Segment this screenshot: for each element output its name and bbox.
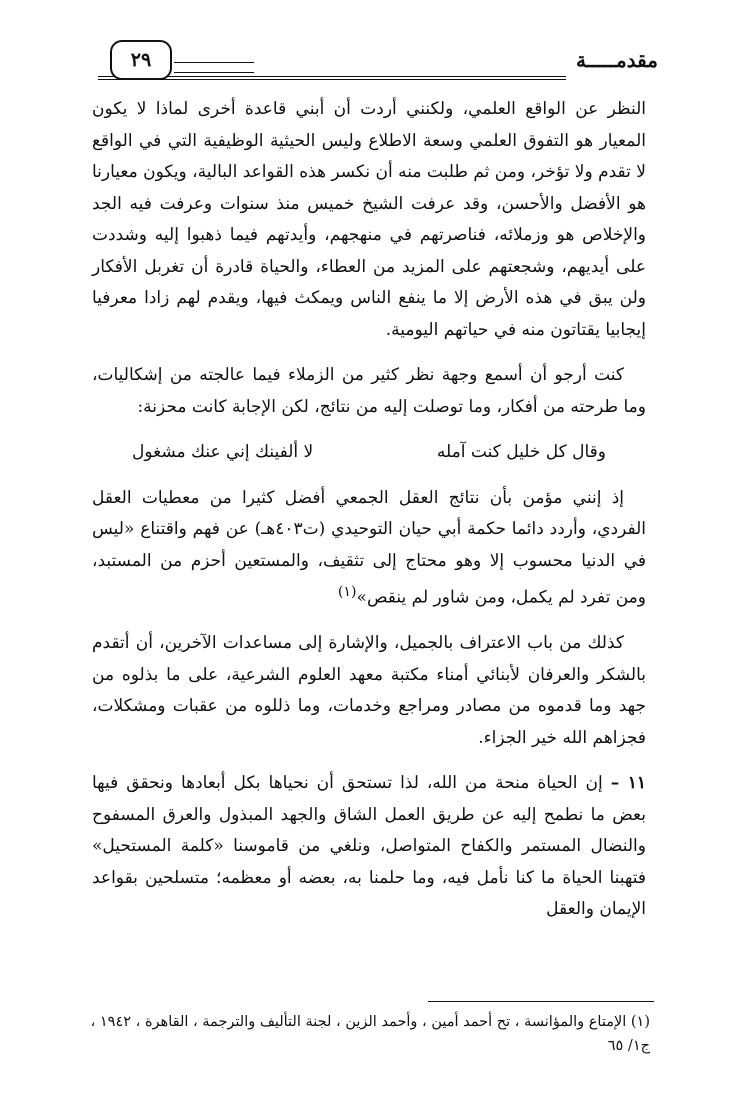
verse-second-hemistich: لا ألفينك إني عنك مشغول: [132, 442, 314, 462]
poetry-verse: [132, 437, 606, 469]
paragraph: كنت أرجو أن أسمع وجهة نظر كثير من الزملاء فيما عالجته من إشكاليات، وما طرحته من أفكار، وما توصلت إليه من نتائج، لكن الإجابة كانت محزنة:: [92, 365, 646, 417]
running-title: مقدمـــــة: [566, 40, 658, 80]
main-text: [92, 94, 646, 940]
verse-first-hemistich: وقال كل خليل كنت آمله: [436, 442, 606, 462]
header-decoration: [174, 62, 254, 73]
footnote: (١) الإمتاع والمؤانسة ، تح أحمد أمين ، وأحمد الزين ، لجنة التأليف والترجمة ، القاهرة ، ١٩٤٢ ، ج١/ ٦٥: [90, 1014, 650, 1054]
paragraph: كذلك من باب الاعتراف بالجميل، والإشارة إلى مساعدات الآخرين، أن أتقدم بالشكر والعرفان لأبنائي أمناء مكتبة معهد العلوم الشرعية، على ما بذلوه من جهد وما قدموه من مصادر ومراجع وخدمات، وما ذللوه من عقبات ومشكلات، فجزاهم الله خير الجزاء.: [92, 633, 646, 748]
page-header: [98, 40, 658, 84]
page-number: ٢٩: [110, 40, 172, 80]
item-text: إن الحياة منحة من الله، لذا تستحق أن نحياها بكل أبعادها ونحقق فيها بعض ما نطمح إليه عن طريق العمل الشاق والجهد المبذول والعرق المسفوح والنضال المستمر والكفاح المتواصل، ونلغي من قاموسنا «كلمة المستحيل» فتهبنا الحياة ما كنا نأمل فيه، وما حلمنا به، بعضه أو معظمه؛ متسلحين بقواعد الإيمان والعقل: [92, 773, 646, 920]
paragraph: [92, 483, 646, 615]
paragraph: النظر عن الواقع العلمي، ولكنني أردت أن أبني قاعدة أخرى لماذا لا يكون المعيار هو التفوق العلمي وسعة الاطلاع وليس الحيثية الوظيفية التي في الواقع لا تقدم ولا تؤخر، ومن ثم طلبت منه أن نكسر هذه القواعد البالية، ويكون معيارنا هو الأفضل والأحسن، وقد عرفت الشيخ خميس منذ سنوات وعرفت فيه الجد والإخلاص هو وزملائه، فناصرتهم في منهجهم، وأيدتهم فيما ذهبوا إليه وشددت على أيديهم، وشجعتهم على المزيد من العطاء، والحياة قادرة أن تغربل الأفكار ولن يبق في هذه الأرض إلا ما ينفع الناس ويمكث فيها، ويقدم لهم زادا معرفيا إيجابيا يقتاتون منه في حياتهم اليومية.: [92, 99, 646, 340]
item-number: ١١ –: [610, 773, 647, 794]
numbered-paragraph: [92, 768, 646, 926]
footnote-reference: (١): [337, 584, 357, 600]
paragraph-text: إذ إنني مؤمن بأن نتائج العقل الجمعي أفضل كثيرا من معطيات العقل الفردي، وأردد دائما حكمة أبي حيان التوحيدي (ت٤٠٣هـ) عن فهم واقتناع «ليس في الدنيا محسوب إلا وهو محتاج إلى تثقيف، والمستعين أحزم من المستبد، ومن تفرد لم يكمل، ومن شاور لم ينقص»: [92, 487, 646, 608]
footnote-separator: [428, 1001, 654, 1002]
